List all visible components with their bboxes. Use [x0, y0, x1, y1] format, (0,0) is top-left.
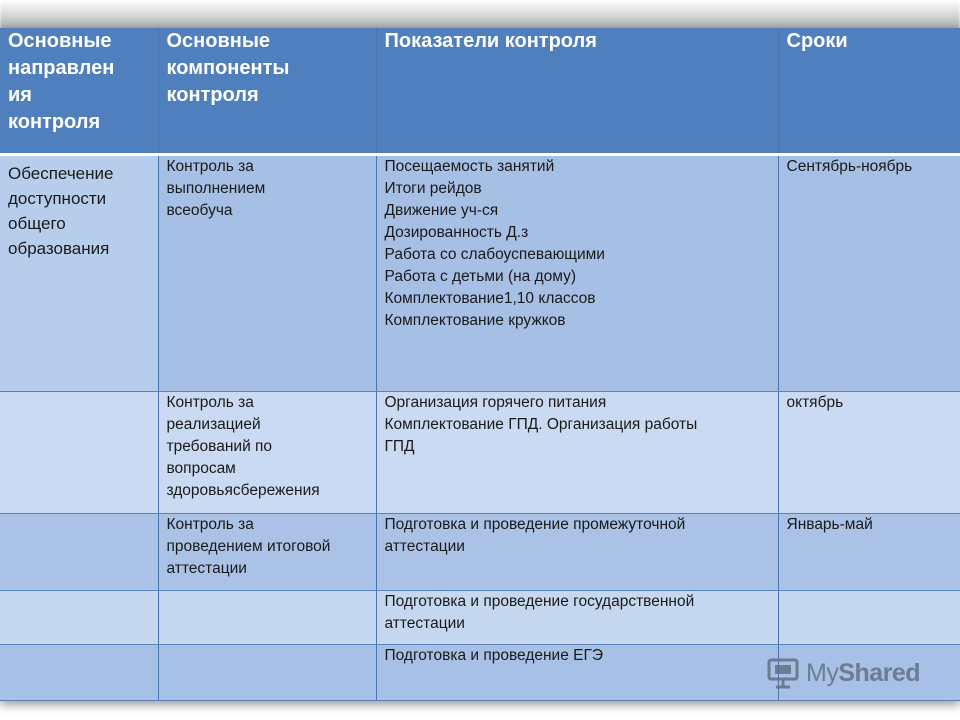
term-cell: Сентябрь-ноябрь: [778, 154, 960, 391]
presentation-board-icon: [766, 656, 800, 690]
control-table-slide: [0, 28, 960, 700]
component-cell: Контроль за проведением итоговой аттестации: [158, 513, 376, 590]
header-indicators: Показатели контроля: [376, 28, 778, 154]
indicators-cell: Подготовка и проведение промежуточной аттестации: [376, 513, 778, 590]
indicators-cell: Подготовка и проведение государственной аттестации: [376, 590, 778, 644]
indicators-cell: Посещаемость занятий Итоги рейдов Движение уч-ся Дозированность Д.з Работа со слабоуспевающими Работа с детьми (на дому) Комплектование1,10 классов Комплектование кружков: [376, 154, 778, 391]
direction-cell: Обеспечение доступности общего образования: [0, 154, 158, 391]
table-row: [0, 391, 960, 513]
table-row: [0, 513, 960, 590]
direction-cell: [0, 644, 158, 700]
component-cell: Контроль за выполнением всеобуча: [158, 154, 376, 391]
header-terms: Сроки: [778, 28, 960, 154]
direction-cell: [0, 590, 158, 644]
direction-cell: [0, 513, 158, 590]
indicators-cell: Подготовка и проведение ЕГЭ: [376, 644, 778, 700]
header-components: Основные компоненты контроля: [158, 28, 376, 154]
direction-cell: [0, 391, 158, 513]
indicators-cell: Организация горячего питания Комплектование ГПД. Организация работы ГПД: [376, 391, 778, 513]
component-cell: [158, 590, 376, 644]
term-cell: [778, 590, 960, 644]
component-cell: [158, 644, 376, 700]
table-row: [0, 590, 960, 644]
watermark-text: MyShared: [806, 658, 921, 687]
term-cell: октябрь: [778, 391, 960, 513]
control-table: [0, 28, 960, 701]
header-directions: Основные направлен ия контроля: [0, 28, 158, 154]
header-row: [0, 28, 960, 154]
table-row: [0, 154, 960, 391]
myshared-watermark: [766, 655, 920, 691]
component-cell: Контроль за реализацией требований по вопросам здоровьясбережения: [158, 391, 376, 513]
term-cell: Январь-май: [778, 513, 960, 590]
